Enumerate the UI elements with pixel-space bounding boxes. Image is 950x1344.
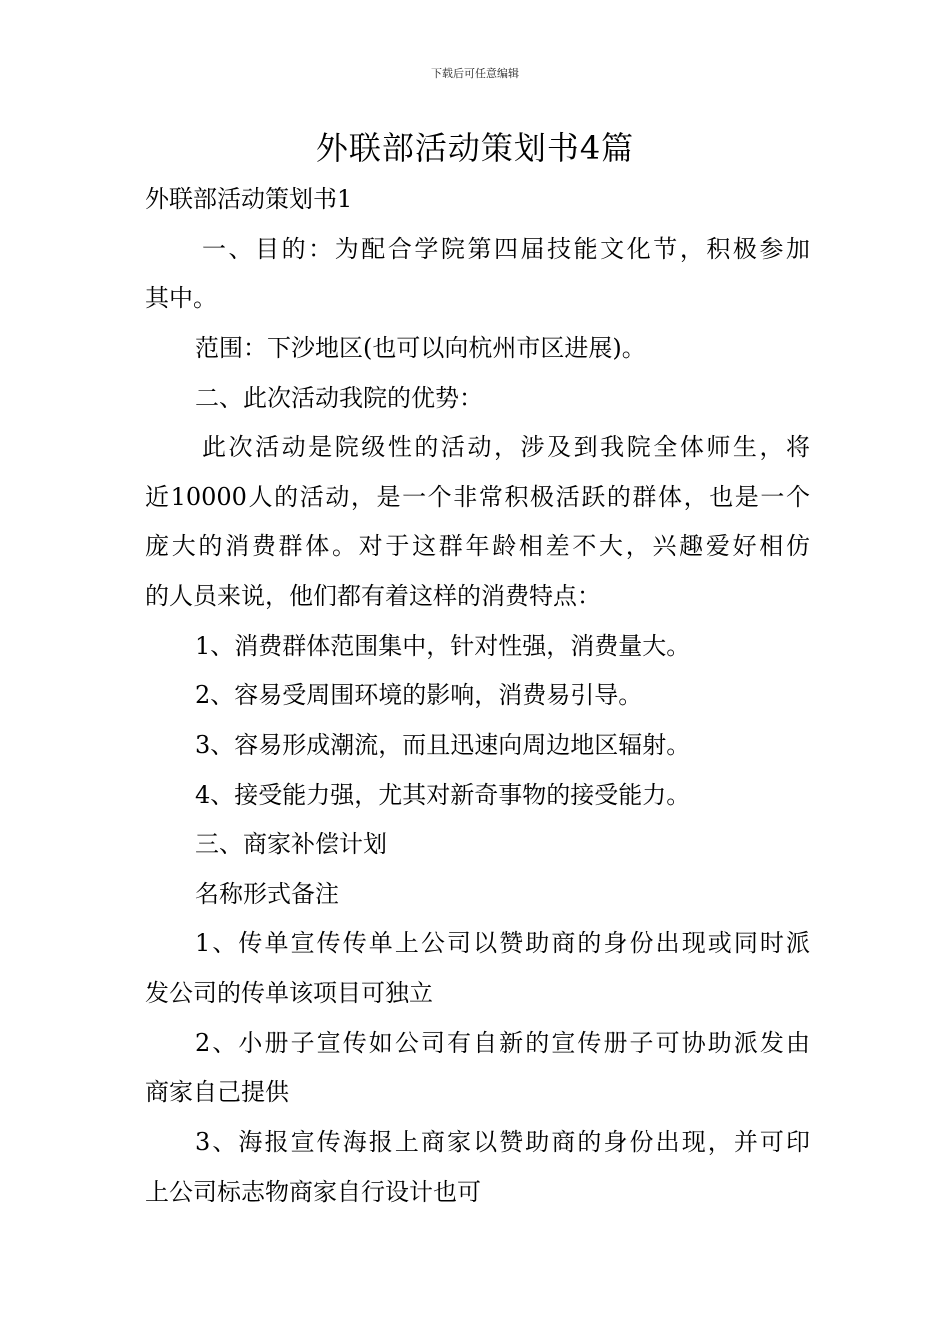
header-note: 下载后可任意编辑 bbox=[431, 67, 519, 80]
body-line: 二、此次活动我院的优势： bbox=[195, 384, 483, 412]
body-line: 商家自己提供 bbox=[145, 1078, 289, 1106]
body-line: 一、目的：为配合学院第四届技能文化节，积极参加 bbox=[202, 235, 810, 263]
body-line: 庞大的消费群体。对于这群年龄相差不大，兴趣爱好相仿 bbox=[145, 532, 810, 560]
body-line: 外联部活动策划书1 bbox=[145, 185, 353, 213]
body-line: 其中。 bbox=[145, 284, 217, 312]
body-line: 近10000人的活动，是一个非常积极活跃的群体，也是一个 bbox=[145, 483, 810, 511]
document-title: 外联部活动策划书4篇 bbox=[315, 129, 635, 167]
body-line: 4、接受能力强，尤其对新奇事物的接受能力。 bbox=[195, 781, 691, 809]
body-line: 的人员来说，他们都有着这样的消费特点： bbox=[145, 582, 601, 610]
body-line: 1、传单宣传传单上公司以赞助商的身份出现或同时派 bbox=[195, 929, 810, 957]
body-line: 范围：下沙地区(也可以向杭州市区进展)。 bbox=[195, 334, 646, 362]
body-line: 3、海报宣传海报上商家以赞助商的身份出现，并可印 bbox=[195, 1128, 810, 1156]
body-line: 此次活动是院级性的活动，涉及到我院全体师生，将 bbox=[202, 433, 810, 461]
body-line: 2、容易受周围环境的影响，消费易引导。 bbox=[195, 681, 643, 709]
body-line: 名称形式备注 bbox=[195, 880, 339, 908]
body-line: 2、小册子宣传如公司有自新的宣传册子可协助派发由 bbox=[195, 1029, 810, 1057]
body-line: 上公司标志物商家自行设计也可 bbox=[145, 1178, 481, 1206]
body-line: 三、商家补偿计划 bbox=[195, 830, 387, 858]
body-line: 1、消费群体范围集中，针对性强，消费量大。 bbox=[195, 632, 691, 660]
body-line: 3、容易形成潮流，而且迅速向周边地区辐射。 bbox=[195, 731, 691, 759]
body-line: 发公司的传单该项目可独立 bbox=[145, 979, 433, 1007]
